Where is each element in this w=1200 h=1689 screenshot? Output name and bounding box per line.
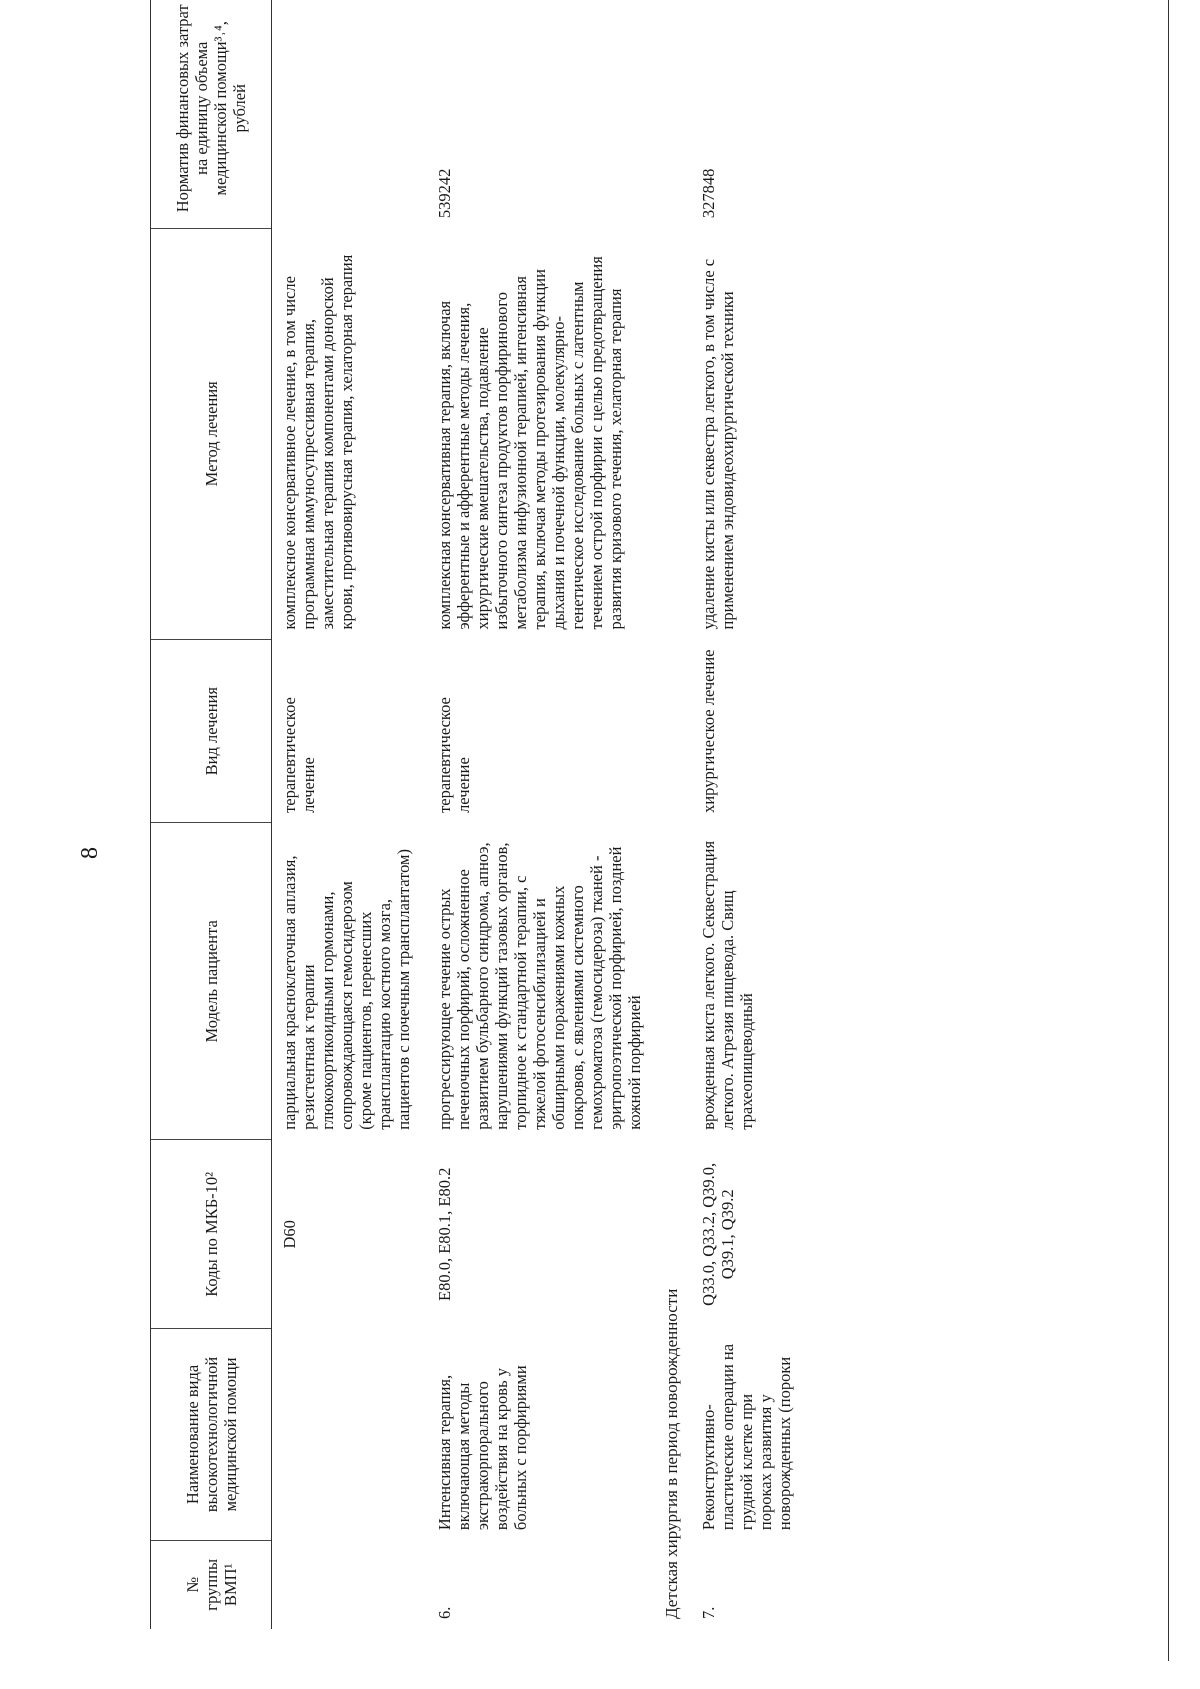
scan-edge-line xyxy=(1168,0,1169,1661)
vmp-table xyxy=(150,0,804,1629)
cell-vmp-name: Реконструктивно-пластические операции на грудной клетке при пороках развития у новорожденных (пороки xyxy=(699,1343,794,1531)
header-icd-codes: Коды по МКБ-10² xyxy=(151,1140,272,1329)
cell-group: 7. xyxy=(699,1606,718,1619)
cell-cost-norm: 539242 xyxy=(435,168,454,219)
cell-patient-model: прогрессирующее течение острых печеночных порфирий, осложненное развитием бульбарного синдрома, апноэ, нарушениями функций тазовых органов, торпидное к стандартной терапии, с тяжелой фотосенсибилизацией и обширными поражениями кожных покровов, с явлениями системного гемохроматоза (гемосидероза) тканей - эритропоэтической порфирией, поздней кожной порфирией xyxy=(435,842,644,1130)
section-heading-row xyxy=(654,0,691,1629)
cell-vmp-name: Интенсивная терапия, включающая методы экстракорпорального воздействия на кровь у больных с порфириями xyxy=(435,1365,530,1531)
cell-group xyxy=(272,1540,424,1629)
cell-icd-codes: E80.0, E80.1, E80.2 xyxy=(435,1167,454,1301)
table-header xyxy=(151,0,272,1629)
cell-patient-model: врожденная киста легкого. Секвестрация легкого. Атрезия пищевода. Свищ трахеопищеводный xyxy=(699,840,756,1130)
header-vmp-name: Наименование вида высокотехнологичной медицинской помощи xyxy=(151,1329,272,1540)
cell-treatment-method: комплексная консервативная терапия, включая эфферентные и афферентные методы лечения, хирургические вмешательства, подавление избыточного синтеза продуктов порфиринового метаболизма инфузионной терапией, интенсивная терапия, включая методы протезирования функции дыхания и почечной функции, молекулярно-генетическое исследование больных с латентным течением острой порфирии с целью предотвращения развития кризового течения, хелаторная терапия xyxy=(435,256,625,630)
section-title: Детская хирургия в период новорожденности xyxy=(662,1288,681,1619)
cell-vmp-name xyxy=(272,1329,424,1540)
cell-treatment-type: хирургическое лечение xyxy=(699,649,718,813)
cell-cost-norm: 327848 xyxy=(699,168,718,219)
table-row xyxy=(691,0,804,1629)
cell-treatment-type: терапевтическое лечение xyxy=(435,697,473,813)
cell-treatment-method: удаление кисты или секвестра легкого, в том числе с применением эндовидеохирургической техники xyxy=(699,258,737,630)
header-treatment-method: Метод лечения xyxy=(151,228,272,639)
header-cost-norm: Норматив финансовых затрат на единицу объема медицинской помощи³˒⁴, рублей xyxy=(151,0,272,228)
header-treatment-type: Вид лечения xyxy=(151,639,272,822)
cell-icd-codes: D60 xyxy=(280,1220,299,1249)
header-patient-model: Модель пациента xyxy=(151,823,272,1140)
table-row xyxy=(423,0,654,1629)
cell-treatment-method: комплексное консервативное лечение, в том числе программная иммуносупрессивная терапия, заместительная терапия компонентами донорской крови, противовирусная терапия, хелаторная терапия xyxy=(280,254,356,630)
page-number: 8 xyxy=(77,847,103,859)
table-body xyxy=(272,0,805,1629)
cell-cost-norm xyxy=(272,0,424,228)
cell-patient-model: парциальная красноклеточная аплазия, резистентная к терапии глюкокортикоидными гормонами, сопровождающаяся гемосидерозом (кроме пациентов, перенесших трансплантацию костного мозга, пациентов с почечным трансплантатом) xyxy=(280,849,413,1130)
cell-group: 6. xyxy=(435,1606,454,1619)
table-row xyxy=(272,0,424,1629)
cell-treatment-type: терапевтическое лечение xyxy=(280,697,318,813)
cell-icd-codes: Q33.0, Q33.2, Q39.0, Q39.1, Q39.2 xyxy=(699,1162,737,1306)
header-group-number: № группы ВМП¹ xyxy=(151,1540,272,1629)
